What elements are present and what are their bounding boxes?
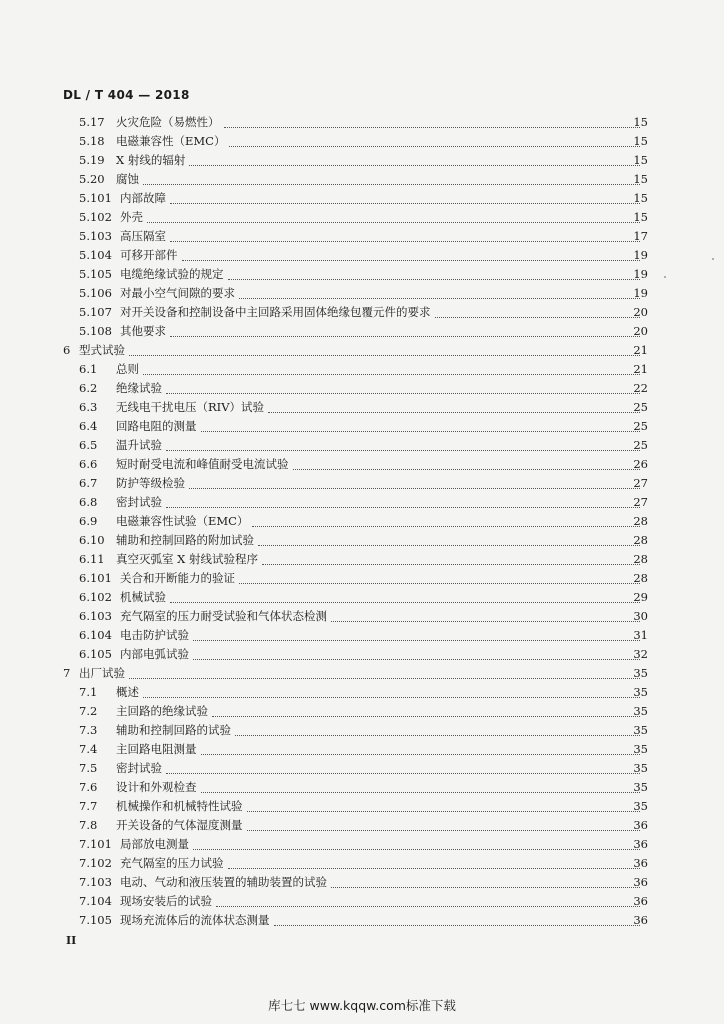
toc-entry-page: 30 [633, 609, 648, 623]
toc-leader-dots [193, 640, 640, 660]
toc-entry-page: 36 [633, 875, 648, 889]
toc-entry-number: 7.6 [79, 780, 98, 794]
toc-entry-page: 35 [633, 761, 648, 775]
toc-entry-number: 6.10 [79, 533, 105, 547]
toc-entry-number: 7.3 [79, 723, 98, 737]
toc-leader-dots [166, 488, 640, 508]
toc-leader-dots [247, 811, 640, 831]
toc-entry-page: 35 [633, 704, 648, 718]
toc-leader-dots [268, 393, 640, 413]
toc-entry-page: 25 [633, 438, 648, 452]
toc-entry-number: 6.103 [79, 609, 112, 623]
toc-leader-dots [216, 887, 640, 907]
toc-entry-title: 高压隔室 [120, 229, 166, 243]
toc-entry-number: 6.5 [79, 438, 98, 452]
toc-entry-number: 6.102 [79, 590, 112, 604]
toc-entry-page: 36 [633, 837, 648, 851]
toc-entry-title: 主回路的绝缘试验 [116, 704, 208, 718]
toc-leader-dots [189, 469, 640, 489]
toc-leader-dots [201, 412, 640, 432]
toc-entry-page: 25 [633, 419, 648, 433]
toc-entry-number: 6.8 [79, 495, 98, 509]
toc-entry-page: 20 [633, 305, 648, 319]
toc-entry-page: 25 [633, 400, 648, 414]
toc-entry-number: 5.102 [79, 210, 112, 224]
toc-entry-title: 火灾危险（易燃性） [116, 115, 220, 129]
toc-entry-number: 7.104 [79, 894, 112, 908]
toc-entry-title: 外壳 [120, 210, 143, 224]
toc-entry-title: 对最小空气间隙的要求 [120, 286, 235, 300]
toc-leader-dots [129, 336, 640, 356]
toc-entry-title: 机械操作和机械特性试验 [116, 799, 243, 813]
toc-entry-page: 15 [633, 191, 648, 205]
toc-entry-title: 无线电干扰电压（RIV）试验 [116, 400, 265, 414]
toc-leader-dots [143, 678, 640, 698]
toc-entry-title: 现场充流体后的流体状态测量 [120, 913, 270, 927]
toc-entry-number: 7.101 [79, 837, 112, 851]
toc-entry-title: 可移开部件 [120, 248, 178, 262]
toc-entry-page: 35 [633, 742, 648, 756]
toc-entry-number: 7.103 [79, 875, 112, 889]
toc-leader-dots [435, 298, 640, 318]
toc-entry-page: 20 [633, 324, 648, 338]
document-header: DL / T 404 — 2018 [63, 88, 190, 102]
toc-entry-page: 15 [633, 134, 648, 148]
toc-leader-dots [331, 602, 640, 622]
toc-entry-number: 7.1 [79, 685, 98, 699]
toc-leader-dots [293, 450, 640, 470]
toc-entry-title: 密封试验 [116, 495, 162, 509]
toc-leader-dots [170, 583, 640, 603]
toc-leader-dots [166, 754, 640, 774]
toc-entry-number: 6.9 [79, 514, 98, 528]
toc-entry-page: 35 [633, 799, 648, 813]
toc-entry-title: 电动、气动和液压装置的辅助装置的试验 [120, 875, 327, 889]
toc-entry-page: 15 [633, 210, 648, 224]
toc-leader-dots [166, 431, 640, 451]
page-number: II [66, 934, 77, 947]
toc-entry-title: 绝缘试验 [116, 381, 162, 395]
toc-entry-page: 35 [633, 723, 648, 737]
toc-entry-number: 5.20 [79, 172, 105, 186]
toc-entry-number: 6 [63, 343, 71, 357]
toc-entry-number: 6.4 [79, 419, 98, 433]
toc-entry-page: 28 [633, 514, 648, 528]
toc-entry-title: 设计和外观检查 [116, 780, 197, 794]
toc-entry-title: 充气隔室的压力耐受试验和气体状态检测 [120, 609, 327, 623]
toc-entry-title: 局部放电测量 [120, 837, 189, 851]
toc-entry-title: 密封试验 [116, 761, 162, 775]
toc-entry-number: 7.8 [79, 818, 98, 832]
toc-leader-dots [193, 830, 640, 850]
toc-entry-page: 28 [633, 552, 648, 566]
toc-entry-page: 35 [633, 780, 648, 794]
toc-entry-number: 6.2 [79, 381, 98, 395]
toc-entry-title: 关合和开断能力的验证 [120, 571, 235, 585]
toc-leader-dots [229, 127, 640, 147]
toc-entry-number: 5.105 [79, 267, 112, 281]
toc-entry-page: 15 [633, 153, 648, 167]
toc-leader-dots [262, 545, 640, 565]
toc-entry-page: 29 [633, 590, 648, 604]
toc-entry-number: 5.18 [79, 134, 105, 148]
toc-entry-title: 概述 [116, 685, 139, 699]
toc-entry-page: 26 [633, 457, 648, 471]
toc-entry-number: 6.7 [79, 476, 98, 490]
toc-entry-number: 5.104 [79, 248, 112, 262]
toc-entry-title: 主回路电阻测量 [116, 742, 197, 756]
toc-entry-page: 31 [633, 628, 648, 642]
toc-leader-dots [239, 564, 640, 584]
toc-leader-dots [166, 374, 640, 394]
toc-entry-page: 36 [633, 894, 648, 908]
toc-entry-number: 6.6 [79, 457, 98, 471]
toc-entry-number: 5.17 [79, 115, 105, 129]
toc-leader-dots [228, 849, 640, 869]
toc-leader-dots [189, 146, 640, 166]
toc-entry-number: 7.7 [79, 799, 98, 813]
toc-entry-page: 21 [633, 362, 648, 376]
watermark-text: 库七七 www.kqqw.com标准下载 [268, 998, 456, 1013]
scan-speck [712, 258, 714, 260]
toc-entry-title: 充气隔室的压力试验 [120, 856, 224, 870]
toc-entry-page: 28 [633, 571, 648, 585]
toc-entry-title: 现场安装后的试验 [120, 894, 212, 908]
toc-entry-number: 7.102 [79, 856, 112, 870]
toc-leader-dots [331, 868, 640, 888]
toc-entry-page: 19 [633, 267, 648, 281]
toc-entry-page: 28 [633, 533, 648, 547]
toc-entry-title: 电缆绝缘试验的规定 [120, 267, 224, 281]
toc-entry-number: 7.2 [79, 704, 98, 718]
toc-entry-page: 35 [633, 685, 648, 699]
toc-leader-dots [193, 621, 640, 641]
toc-leader-dots [170, 222, 640, 242]
toc-entry-number: 5.19 [79, 153, 105, 167]
toc-entry-number: 5.101 [79, 191, 112, 205]
toc-entry-page: 32 [633, 647, 648, 661]
toc-entry-number: 7.5 [79, 761, 98, 775]
toc-entry-title: 出厂试验 [79, 666, 125, 680]
toc-entry-title: 辅助和控制回路的试验 [116, 723, 231, 737]
toc-entry-page: 27 [633, 476, 648, 490]
toc-leader-dots [212, 697, 640, 717]
toc-leader-dots [258, 526, 640, 546]
toc-entry-page: 36 [633, 818, 648, 832]
toc-leader-dots [143, 165, 640, 185]
toc-entry-title: 内部电弧试验 [120, 647, 189, 661]
toc-entry-page: 19 [633, 286, 648, 300]
toc-entry-title: 腐蚀 [116, 172, 139, 186]
toc-leader-dots [170, 184, 640, 204]
toc-leader-dots [129, 659, 640, 679]
toc-entry-title: 回路电阻的测量 [116, 419, 197, 433]
toc-entry-page: 22 [633, 381, 648, 395]
toc-entry [0, 911, 724, 930]
toc-entry-title: 电磁兼容性（EMC） [116, 134, 226, 148]
toc-entry-page: 27 [633, 495, 648, 509]
scan-speck [664, 276, 666, 278]
toc-leader-dots [201, 735, 640, 755]
toc-entry-title: 其他要求 [120, 324, 166, 338]
toc-entry-number: 7 [63, 666, 71, 680]
toc-entry-number: 6.104 [79, 628, 112, 642]
toc-entry-number: 6.101 [79, 571, 112, 585]
toc-entry-number: 7.4 [79, 742, 98, 756]
toc-entry-number: 5.106 [79, 286, 112, 300]
toc-entry-title: 型式试验 [79, 343, 125, 357]
toc-entry-number: 5.103 [79, 229, 112, 243]
toc-entry-title: 真空灭弧室 X 射线试验程序 [116, 552, 258, 566]
toc-leader-dots [274, 906, 640, 926]
toc-leader-dots [247, 792, 640, 812]
toc-entry-page: 15 [633, 172, 648, 186]
toc-leader-dots [201, 773, 640, 793]
toc-entry-title: 机械试验 [120, 590, 166, 604]
toc-leader-dots [170, 317, 640, 337]
toc-leader-dots [228, 260, 640, 280]
table-of-contents [0, 113, 724, 930]
toc-entry-page: 21 [633, 343, 648, 357]
toc-entry-title: 防护等级检验 [116, 476, 185, 490]
toc-entry-page: 36 [633, 856, 648, 870]
toc-entry-title: 短时耐受电流和峰值耐受电流试验 [116, 457, 289, 471]
toc-leader-dots [239, 279, 640, 299]
toc-entry-number: 6.1 [79, 362, 98, 376]
toc-leader-dots [182, 241, 640, 261]
toc-entry-title: 温升试验 [116, 438, 162, 452]
toc-entry-number: 6.3 [79, 400, 98, 414]
toc-entry-page: 17 [633, 229, 648, 243]
toc-entry-number: 5.107 [79, 305, 112, 319]
toc-leader-dots [143, 355, 640, 375]
toc-leader-dots [252, 507, 640, 527]
toc-entry-page: 35 [633, 666, 648, 680]
toc-entry-number: 7.105 [79, 913, 112, 927]
toc-entry-title: 总则 [116, 362, 139, 376]
toc-entry-page: 19 [633, 248, 648, 262]
toc-entry-page: 15 [633, 115, 648, 129]
toc-leader-dots [235, 716, 640, 736]
toc-entry-page: 36 [633, 913, 648, 927]
toc-entry-title: 对开关设备和控制设备中主回路采用固体绝缘包覆元件的要求 [120, 305, 431, 319]
toc-entry-number: 5.108 [79, 324, 112, 338]
toc-entry-title: X 射线的辐射 [116, 153, 186, 167]
toc-entry-number: 6.105 [79, 647, 112, 661]
toc-leader-dots [147, 203, 640, 223]
toc-entry-title: 开关设备的气体湿度测量 [116, 818, 243, 832]
toc-entry-title: 内部故障 [120, 191, 166, 205]
toc-entry-title: 辅助和控制回路的附加试验 [116, 533, 254, 547]
toc-entry-title: 电磁兼容性试验（EMC） [116, 514, 249, 528]
toc-entry-title: 电击防护试验 [120, 628, 189, 642]
toc-leader-dots [224, 108, 640, 128]
toc-entry-number: 6.11 [79, 552, 105, 566]
